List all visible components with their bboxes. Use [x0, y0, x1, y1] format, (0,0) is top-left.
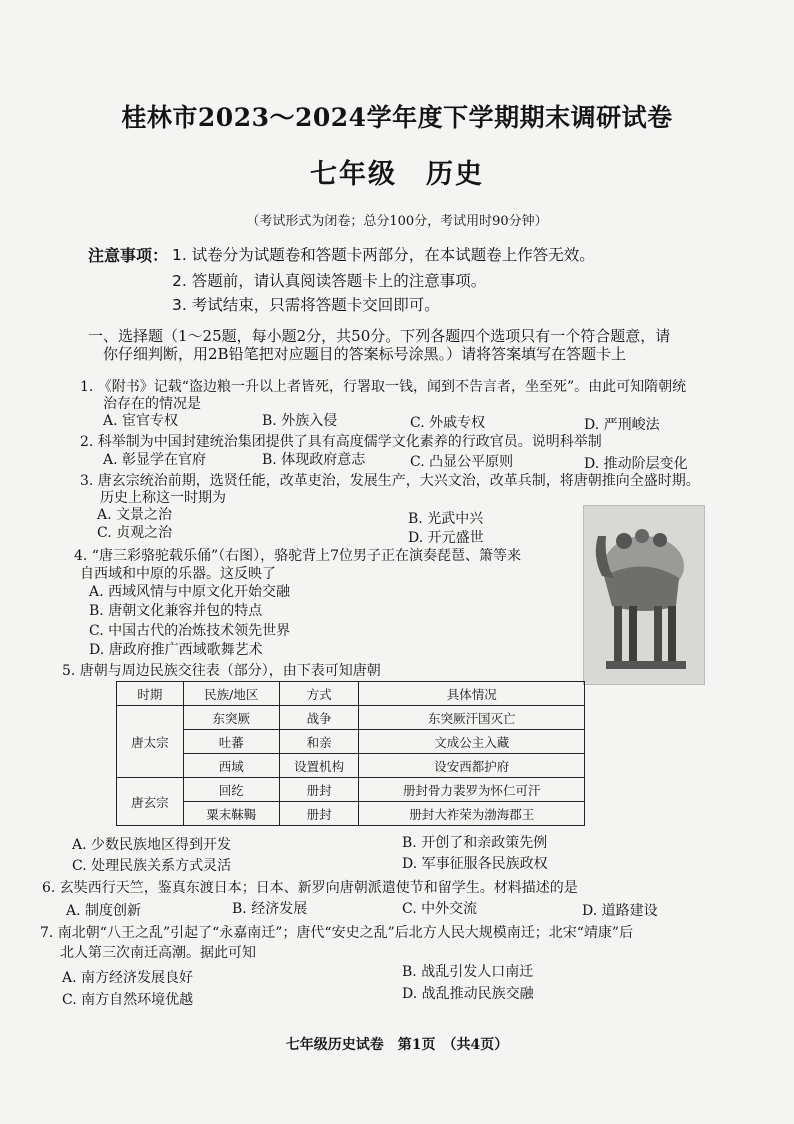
- table-row: [117, 706, 585, 730]
- table-header-row: [117, 682, 585, 706]
- tang-sancai-camel-image: [583, 505, 705, 685]
- q6-option-b: B. 经济发展: [232, 901, 308, 917]
- q3-option-b: B. 光武中兴: [408, 511, 484, 527]
- table-header: 时期: [117, 682, 184, 706]
- notice-label: 注意事项：: [88, 246, 169, 265]
- table-cell: 战争: [279, 706, 359, 730]
- notice-item-1: 1. 试卷分为试题卷和答题卡两部分，在本试题卷上作答无效。: [172, 246, 595, 264]
- table-cell: 吐蕃: [183, 730, 279, 754]
- q4-option-b: B. 唐朝文化兼容并包的特点: [89, 603, 263, 619]
- table-cell: 设置机构: [279, 754, 359, 778]
- table-cell: 西域: [183, 754, 279, 778]
- q2-stem: 2. 科举制为中国封建统治集团提供了具有高度儒学文化素养的行政官员。说明科举制: [80, 434, 602, 450]
- notice-item-2: 2. 答题前，请认真阅读答题卡上的注意事项。: [172, 272, 487, 290]
- q5-option-b: B. 开创了和亲政策先例: [402, 835, 548, 851]
- q3-option-a: A. 文景之治: [97, 507, 173, 523]
- section-heading-line2: 你仔细判断，用2B铅笔把对应题目的答案标号涂黑。）请将答案填写在答题卡上: [103, 345, 627, 363]
- q2-option-c: C. 凸显公平原则: [410, 454, 514, 470]
- q1-option-c: C. 外戚专权: [410, 415, 486, 431]
- q4-option-a: A. 西域风情与中原文化开始交融: [89, 584, 291, 600]
- table-cell: 册封: [279, 802, 359, 826]
- table-cell: 册封大祚荣为渤海郡王: [359, 802, 585, 826]
- q6-option-a: A. 制度创新: [66, 903, 142, 919]
- q7-option-a: A. 南方经济发展良好: [62, 970, 194, 986]
- table-row: [117, 730, 585, 754]
- table-period-cell: 唐太宗: [117, 706, 184, 778]
- q1-option-a: A. 宦官专权: [103, 413, 179, 429]
- table-row: [117, 754, 585, 778]
- q5-stem: 5. 唐朝与周边民族交往表（部分），由下表可知唐朝: [62, 663, 381, 679]
- camel-figure-icon: [584, 506, 704, 684]
- q4-option-c: C. 中国古代的冶炼技术领先世界: [89, 623, 291, 639]
- q4-stem: 4. “唐三彩骆驼载乐俑”（右图），骆驼背上7位男子正在演奏琵琶、箫等来: [74, 548, 522, 564]
- q4-stem-2: 自西域和中原的乐器。这反映了: [80, 566, 276, 582]
- q5-option-a: A. 少数民族地区得到开发: [72, 837, 232, 853]
- q3-stem-2: 历史上称这一时期为: [100, 490, 226, 506]
- q7-stem: 7. 南北朝“八王之乱”引起了“永嘉南迁”；唐代“安史之乱”后北方人民大规模南迁；北宋“靖康”后: [40, 925, 634, 941]
- q3-option-c: C. 贞观之治: [97, 525, 173, 541]
- q2-option-d: D. 推动阶层变化: [584, 456, 688, 472]
- q7-stem-2: 北人第三次南迁高潮。据此可知: [60, 945, 256, 961]
- table-cell: 东突厥汗国灭亡: [359, 706, 585, 730]
- notice-item-3: 3. 考试结束，只需将答题卡交回即可。: [172, 296, 440, 314]
- table-period-cell: 唐玄宗: [117, 778, 184, 826]
- q6-option-c: C. 中外交流: [402, 901, 478, 917]
- q1-option-b: B. 外族入侵: [262, 413, 338, 429]
- table-row: [117, 802, 585, 826]
- page-footer: 七年级历史试卷 第1页 （共4页）: [285, 1037, 509, 1053]
- table-cell: 册封骨力裴罗为怀仁可汗: [359, 778, 585, 802]
- q5-option-c: C. 处理民族关系方式灵活: [72, 858, 232, 874]
- q7-option-b: B. 战乱引发人口南迁: [402, 964, 534, 980]
- q1-stem: 1. 《附书》记载“盗边粮一升以上者皆死，行署取一钱，闻到不告言者，坐至死”。由此可知隋朝统: [80, 379, 687, 395]
- q1-stem-2: 治存在的情况是: [103, 396, 201, 412]
- exam-info: （考试形式为闭卷；总分100分，考试用时90分钟）: [246, 214, 548, 229]
- q4-option-d: D. 唐政府推广西域歌舞艺术: [89, 642, 263, 658]
- table-cell: 和亲: [279, 730, 359, 754]
- table-cell: 东突厥: [183, 706, 279, 730]
- section-heading-line1: 一、选择题（1～25题，每小题2分，共50分。下列各题四个选项只有一个符合题意，请: [88, 327, 671, 345]
- q6-stem: 6. 玄奘西行天竺，鉴真东渡日本；日本、新罗向唐朝派遣使节和留学生。材料描述的是: [42, 880, 578, 896]
- q7-option-c: C. 南方自然环境优越: [62, 992, 194, 1008]
- q5-option-d: D. 军事征服各民族政权: [402, 856, 548, 872]
- table-cell: 粟末靺鞨: [183, 802, 279, 826]
- q2-option-a: A. 彰显学在官府: [103, 452, 207, 468]
- q6-option-d: D. 道路建设: [582, 903, 658, 919]
- table-row: [117, 778, 585, 802]
- table-header: 具体情况: [359, 682, 585, 706]
- exam-subtitle: 七年级 历史: [310, 159, 484, 190]
- table-cell: 文成公主入藏: [359, 730, 585, 754]
- table-header: 方式: [279, 682, 359, 706]
- table-cell: 设安西都护府: [359, 754, 585, 778]
- table-cell: 册封: [279, 778, 359, 802]
- q7-option-d: D. 战乱推动民族交融: [402, 986, 534, 1002]
- ethnic-relations-table: [116, 681, 585, 826]
- q1-option-d: D. 严刑峻法: [584, 417, 660, 433]
- q3-option-d: D. 开元盛世: [408, 530, 484, 546]
- table-header: 民族/地区: [183, 682, 279, 706]
- q3-stem: 3. 唐玄宗统治前期，选贤任能，改革吏治，发展生产，大兴文治，改革兵制，将唐朝推向全盛时期。: [80, 473, 700, 489]
- q2-option-b: B. 体现政府意志: [262, 452, 366, 468]
- exam-title: 桂林市2023～2024学年度下学期期末调研试卷: [121, 103, 673, 132]
- table-cell: 回纥: [183, 778, 279, 802]
